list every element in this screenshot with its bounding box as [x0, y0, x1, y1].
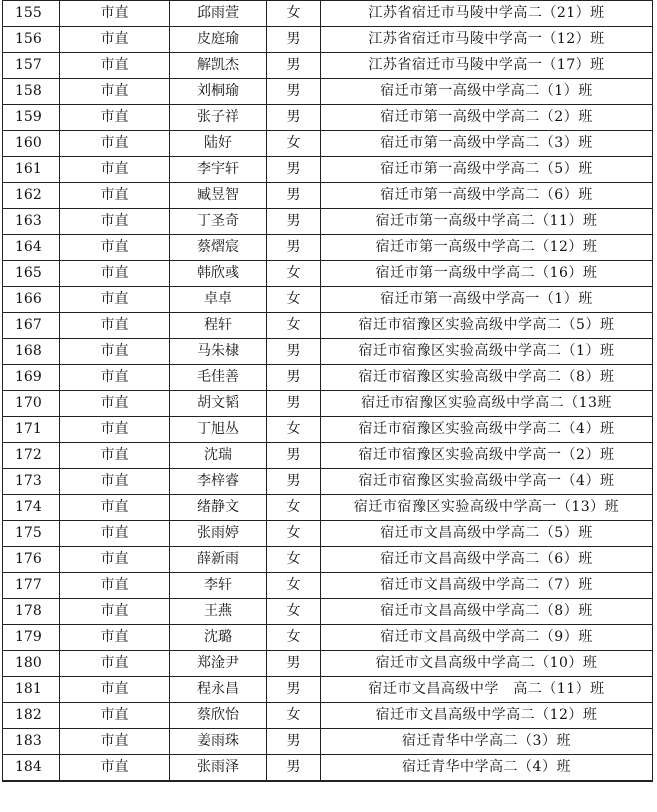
cell-district: 市直 [60, 625, 170, 651]
cell-district: 市直 [60, 287, 170, 313]
cell-school-class: 宿迁市文昌高级中学高二（10）班 [321, 651, 653, 677]
cell-number: 165 [3, 261, 60, 287]
cell-gender: 女 [267, 287, 321, 313]
cell-number: 170 [3, 391, 60, 417]
cell-student-name: 王燕 [170, 599, 267, 625]
cell-district: 市直 [60, 131, 170, 157]
cell-district: 市直 [60, 1, 170, 27]
roster-body [3, 1, 653, 782]
cell-gender: 男 [267, 209, 321, 235]
cell-number: 178 [3, 599, 60, 625]
cell-student-name: 臧昱智 [170, 183, 267, 209]
cell-number: 166 [3, 287, 60, 313]
cell-school-class: 宿迁市文昌高级中学高二（6）班 [321, 547, 653, 573]
cell-district: 市直 [60, 365, 170, 391]
cell-school-class: 宿迁市文昌高级中学高二（12）班 [321, 703, 653, 729]
table-row [3, 287, 653, 313]
cell-district: 市直 [60, 339, 170, 365]
cell-number: 175 [3, 521, 60, 547]
table-row [3, 521, 653, 547]
table-row [3, 573, 653, 599]
table-row [3, 1, 653, 27]
cell-number: 164 [3, 235, 60, 261]
cell-gender: 女 [267, 703, 321, 729]
cell-school-class: 宿迁市宿豫区实验高级中学高二（4）班 [321, 417, 653, 443]
cell-gender: 女 [267, 573, 321, 599]
cell-number: 156 [3, 27, 60, 53]
cell-student-name: 程永昌 [170, 677, 267, 703]
cell-student-name: 张子祥 [170, 105, 267, 131]
table-row [3, 599, 653, 625]
table-row [3, 755, 653, 782]
cell-district: 市直 [60, 677, 170, 703]
table-row [3, 703, 653, 729]
cell-number: 179 [3, 625, 60, 651]
cell-gender: 男 [267, 79, 321, 105]
table-row [3, 105, 653, 131]
cell-school-class: 宿迁市文昌高级中学 高二（11）班 [321, 677, 653, 703]
cell-gender: 女 [267, 625, 321, 651]
cell-student-name: 胡文韬 [170, 391, 267, 417]
cell-gender: 男 [267, 157, 321, 183]
cell-student-name: 丁旭丛 [170, 417, 267, 443]
cell-student-name: 李轩 [170, 573, 267, 599]
cell-school-class: 江苏省宿迁市马陵中学高一（12）班 [321, 27, 653, 53]
cell-school-class: 宿迁市宿豫区实验高级中学高二（1）班 [321, 339, 653, 365]
table-row [3, 53, 653, 79]
cell-gender: 男 [267, 183, 321, 209]
cell-school-class: 宿迁市第一高级中学高二（6）班 [321, 183, 653, 209]
cell-student-name: 李宇轩 [170, 157, 267, 183]
cell-gender: 女 [267, 417, 321, 443]
cell-number: 184 [3, 755, 60, 782]
cell-student-name: 马朱棣 [170, 339, 267, 365]
cell-number: 173 [3, 469, 60, 495]
table-row [3, 79, 653, 105]
cell-number: 172 [3, 443, 60, 469]
cell-district: 市直 [60, 391, 170, 417]
cell-student-name: 薛新雨 [170, 547, 267, 573]
cell-student-name: 沈璐 [170, 625, 267, 651]
cell-school-class: 宿迁青华中学高二（3）班 [321, 729, 653, 755]
cell-student-name: 皮庭瑜 [170, 27, 267, 53]
cell-number: 174 [3, 495, 60, 521]
table-row [3, 677, 653, 703]
cell-district: 市直 [60, 547, 170, 573]
cell-gender: 男 [267, 677, 321, 703]
cell-school-class: 宿迁市宿豫区实验高级中学高二（13班 [321, 391, 653, 417]
cell-student-name: 解凯杰 [170, 53, 267, 79]
cell-district: 市直 [60, 521, 170, 547]
cell-school-class: 宿迁市第一高级中学高二（5）班 [321, 157, 653, 183]
cell-district: 市直 [60, 313, 170, 339]
cell-district: 市直 [60, 443, 170, 469]
cell-school-class: 宿迁市第一高级中学高二（12）班 [321, 235, 653, 261]
table-row [3, 27, 653, 53]
cell-student-name: 程轩 [170, 313, 267, 339]
cell-student-name: 刘桐瑜 [170, 79, 267, 105]
table-row [3, 157, 653, 183]
table-row [3, 235, 653, 261]
cell-gender: 女 [267, 599, 321, 625]
cell-district: 市直 [60, 105, 170, 131]
cell-school-class: 宿迁市第一高级中学高一（1）班 [321, 287, 653, 313]
cell-district: 市直 [60, 755, 170, 782]
cell-student-name: 姜雨珠 [170, 729, 267, 755]
cell-student-name: 张雨婷 [170, 521, 267, 547]
cell-student-name: 韩欣彧 [170, 261, 267, 287]
cell-district: 市直 [60, 53, 170, 79]
cell-school-class: 宿迁市文昌高级中学高二（8）班 [321, 599, 653, 625]
cell-number: 182 [3, 703, 60, 729]
cell-student-name: 郑淦尹 [170, 651, 267, 677]
cell-student-name: 邱雨萱 [170, 1, 267, 27]
cell-student-name: 绪静文 [170, 495, 267, 521]
cell-number: 163 [3, 209, 60, 235]
table-row [3, 183, 653, 209]
cell-school-class: 宿迁市宿豫区实验高级中学高一（2）班 [321, 443, 653, 469]
table-row [3, 469, 653, 495]
cell-district: 市直 [60, 651, 170, 677]
cell-district: 市直 [60, 235, 170, 261]
cell-student-name: 陆好 [170, 131, 267, 157]
cell-district: 市直 [60, 599, 170, 625]
table-row [3, 651, 653, 677]
cell-school-class: 宿迁市第一高级中学高二（2）班 [321, 105, 653, 131]
cell-number: 169 [3, 365, 60, 391]
table-row [3, 131, 653, 157]
cell-student-name: 蔡熠宸 [170, 235, 267, 261]
cell-student-name: 毛佳善 [170, 365, 267, 391]
cell-number: 162 [3, 183, 60, 209]
table-row [3, 339, 653, 365]
cell-gender: 女 [267, 1, 321, 27]
cell-school-class: 江苏省宿迁市马陵中学高一（17）班 [321, 53, 653, 79]
cell-district: 市直 [60, 157, 170, 183]
table-row [3, 313, 653, 339]
table-row [3, 443, 653, 469]
cell-gender: 女 [267, 131, 321, 157]
cell-student-name: 沈瑞 [170, 443, 267, 469]
cell-gender: 女 [267, 521, 321, 547]
cell-gender: 女 [267, 495, 321, 521]
cell-gender: 女 [267, 547, 321, 573]
cell-number: 167 [3, 313, 60, 339]
cell-school-class: 宿迁市第一高级中学高二（16）班 [321, 261, 653, 287]
cell-district: 市直 [60, 261, 170, 287]
cell-district: 市直 [60, 573, 170, 599]
table-row [3, 625, 653, 651]
cell-district: 市直 [60, 495, 170, 521]
table-row [3, 729, 653, 755]
table-row [3, 417, 653, 443]
cell-number: 155 [3, 1, 60, 27]
cell-gender: 男 [267, 53, 321, 79]
cell-gender: 女 [267, 313, 321, 339]
cell-district: 市直 [60, 79, 170, 105]
cell-gender: 女 [267, 261, 321, 287]
cell-gender: 男 [267, 105, 321, 131]
cell-school-class: 宿迁市宿豫区实验高级中学高二（5）班 [321, 313, 653, 339]
cell-number: 177 [3, 573, 60, 599]
cell-school-class: 宿迁市第一高级中学高二（11）班 [321, 209, 653, 235]
cell-student-name: 卓卓 [170, 287, 267, 313]
cell-school-class: 宿迁市文昌高级中学高二（9）班 [321, 625, 653, 651]
cell-gender: 男 [267, 651, 321, 677]
cell-gender: 男 [267, 339, 321, 365]
cell-gender: 男 [267, 235, 321, 261]
cell-number: 161 [3, 157, 60, 183]
cell-district: 市直 [60, 183, 170, 209]
cell-number: 181 [3, 677, 60, 703]
cell-number: 157 [3, 53, 60, 79]
cell-number: 158 [3, 79, 60, 105]
cell-student-name: 张雨泽 [170, 755, 267, 782]
cell-school-class: 江苏省宿迁市马陵中学高二（21）班 [321, 1, 653, 27]
cell-school-class: 宿迁市第一高级中学高二（1）班 [321, 79, 653, 105]
cell-number: 159 [3, 105, 60, 131]
cell-school-class: 宿迁市宿豫区实验高级中学高一（13）班 [321, 495, 653, 521]
cell-student-name: 丁圣奇 [170, 209, 267, 235]
cell-school-class: 宿迁青华中学高二（4）班 [321, 755, 653, 782]
cell-student-name: 蔡欣怡 [170, 703, 267, 729]
table-row [3, 209, 653, 235]
cell-number: 171 [3, 417, 60, 443]
cell-district: 市直 [60, 729, 170, 755]
student-roster-table [2, 0, 653, 782]
cell-number: 183 [3, 729, 60, 755]
cell-district: 市直 [60, 703, 170, 729]
cell-school-class: 宿迁市文昌高级中学高二（7）班 [321, 573, 653, 599]
cell-gender: 男 [267, 443, 321, 469]
table-row [3, 261, 653, 287]
cell-gender: 男 [267, 469, 321, 495]
table-row [3, 365, 653, 391]
cell-gender: 男 [267, 729, 321, 755]
cell-gender: 男 [267, 391, 321, 417]
table-row [3, 547, 653, 573]
cell-district: 市直 [60, 209, 170, 235]
cell-gender: 男 [267, 755, 321, 782]
cell-school-class: 宿迁市宿豫区实验高级中学高一（4）班 [321, 469, 653, 495]
cell-student-name: 李梓睿 [170, 469, 267, 495]
cell-district: 市直 [60, 417, 170, 443]
cell-district: 市直 [60, 469, 170, 495]
cell-gender: 男 [267, 27, 321, 53]
cell-school-class: 宿迁市文昌高级中学高二（5）班 [321, 521, 653, 547]
table-row [3, 495, 653, 521]
cell-number: 160 [3, 131, 60, 157]
table-row [3, 391, 653, 417]
cell-school-class: 宿迁市宿豫区实验高级中学高二（8）班 [321, 365, 653, 391]
cell-number: 168 [3, 339, 60, 365]
cell-number: 180 [3, 651, 60, 677]
cell-district: 市直 [60, 27, 170, 53]
cell-gender: 男 [267, 365, 321, 391]
cell-number: 176 [3, 547, 60, 573]
cell-school-class: 宿迁市第一高级中学高二（3）班 [321, 131, 653, 157]
